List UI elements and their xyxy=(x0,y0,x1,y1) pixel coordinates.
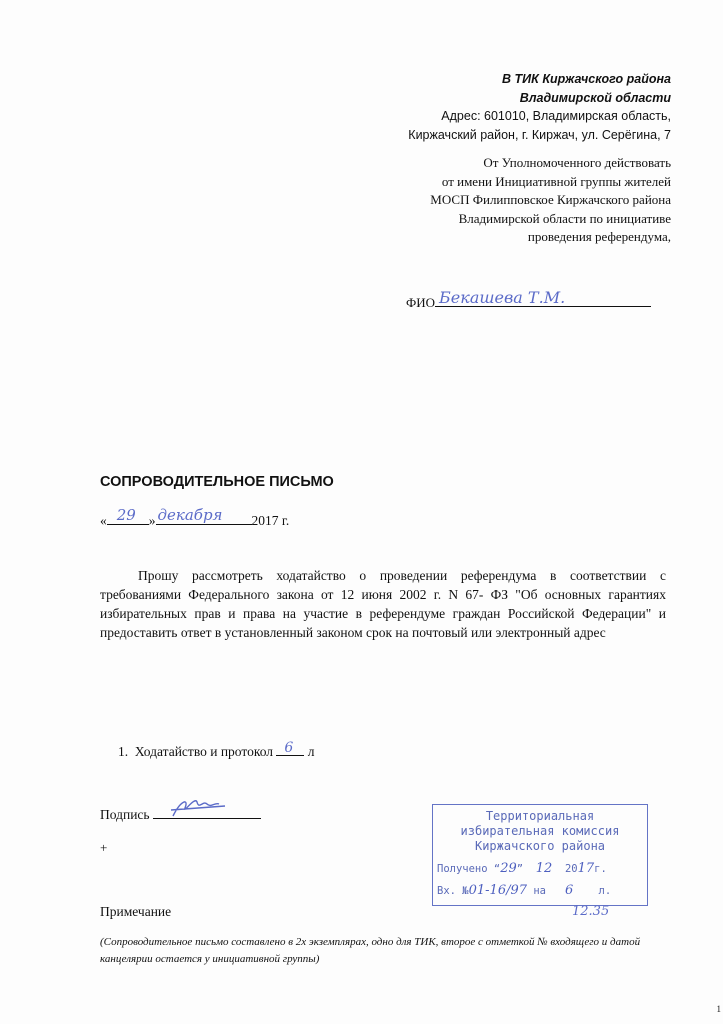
date-day: 29 xyxy=(116,506,136,524)
sender-line-1: От Уполномоченного действовать xyxy=(483,155,671,170)
date-month: декабря xyxy=(157,506,223,524)
attachment-count-underline xyxy=(276,742,304,756)
stamp-inbox-pages: 6 xyxy=(564,883,574,898)
stamp-inbox-on: на xyxy=(533,885,546,897)
stamp-time: 12.35 xyxy=(572,904,610,919)
sender-line-5: проведения референдума, xyxy=(527,229,671,244)
fio-handwritten: Бекашева Т.М. xyxy=(439,288,566,307)
fio-label: ФИО xyxy=(406,295,436,310)
recipient-block xyxy=(271,70,671,144)
stamp-received-month: 12 xyxy=(535,861,553,876)
recipient-address-1: Адрес: 601010, Владимирская область, xyxy=(441,109,671,123)
date-line xyxy=(100,506,290,529)
attachment-unit: л xyxy=(307,744,315,759)
body-paragraph xyxy=(100,566,666,642)
sender-line-3: МОСП Филипповское Киржачского района xyxy=(430,192,671,207)
date-day-underline xyxy=(107,506,149,525)
recipient-line-1: В ТИК Киржачского района xyxy=(502,72,671,86)
stamp-received-quote: ” xyxy=(516,863,524,875)
date-year: 2017 г. xyxy=(251,513,290,528)
note-text: (Сопроводительное письмо составлено в 2х экземплярах, одно для ТИК, второе с отметкой № входящего и датой канцелярии остается у инициативной группы) xyxy=(100,936,641,965)
stamp-received-label: Получено “ xyxy=(437,863,501,875)
stamp-received xyxy=(437,861,607,876)
stamp-line-2: избирательная комиссия xyxy=(460,824,620,838)
attachment-item xyxy=(118,742,315,760)
sender-line-2: от имени Инициативной группы жителей xyxy=(441,173,671,189)
sender-block xyxy=(311,154,671,247)
recipient-address-2: Киржачский район, г. Киржач, ул. Серёгина, 7 xyxy=(408,127,671,142)
fio-underline xyxy=(435,288,651,307)
signature-scribble xyxy=(167,792,237,822)
stamp-received-year: 17 xyxy=(577,861,595,876)
note-label: Примечание xyxy=(100,904,172,919)
stamp-line-1: Территориальная xyxy=(485,809,595,823)
attachment-number: 1. xyxy=(118,744,129,759)
fio-field xyxy=(406,288,651,311)
sender-line-4: Владимирской области по инициативе xyxy=(458,210,671,226)
signature-label: Подпись xyxy=(100,807,150,822)
body-text: Прошу рассмотреть ходатайство о проведении референдума в соответствии с требованиями Федерального закона от 12 июня 2002 г. N 67- ФЗ "Об основных гарантиях избирательных прав и права на участие в референдуме граждан Российской Федерации" и предоставить ответ в установленный законом срок на почтовый или электронный адрес xyxy=(100,568,666,640)
signature-underline xyxy=(153,804,261,819)
stamp-inbox xyxy=(437,883,611,898)
stamp-inbox-suffix: л. xyxy=(598,885,612,897)
plus-mark: + xyxy=(100,840,108,855)
page-number: 1 xyxy=(716,1004,721,1014)
date-month-underline xyxy=(156,506,252,525)
stamp-inbox-number: 01-16/97 xyxy=(468,883,528,898)
stamp-line-3: Киржачского района xyxy=(474,839,606,853)
stamp-inbox-label: Вх. № xyxy=(437,885,469,897)
stamp-received-suffix: г. xyxy=(594,863,607,875)
recipient-line-2: Владимирской области xyxy=(519,90,671,105)
document-title: СОПРОВОДИТЕЛЬНОЕ ПИСЬМО xyxy=(100,474,334,490)
date-close-quote: » xyxy=(148,513,156,528)
attachment-text: Ходатайство и протокол xyxy=(134,744,274,759)
stamp-received-day: 29 xyxy=(500,861,517,876)
registration-stamp xyxy=(432,804,648,906)
stamp-received-year-prefix: 20 xyxy=(564,863,578,875)
date-open-quote: « xyxy=(100,513,107,528)
signature-line xyxy=(100,804,261,823)
attachment-count: 6 xyxy=(284,740,294,756)
